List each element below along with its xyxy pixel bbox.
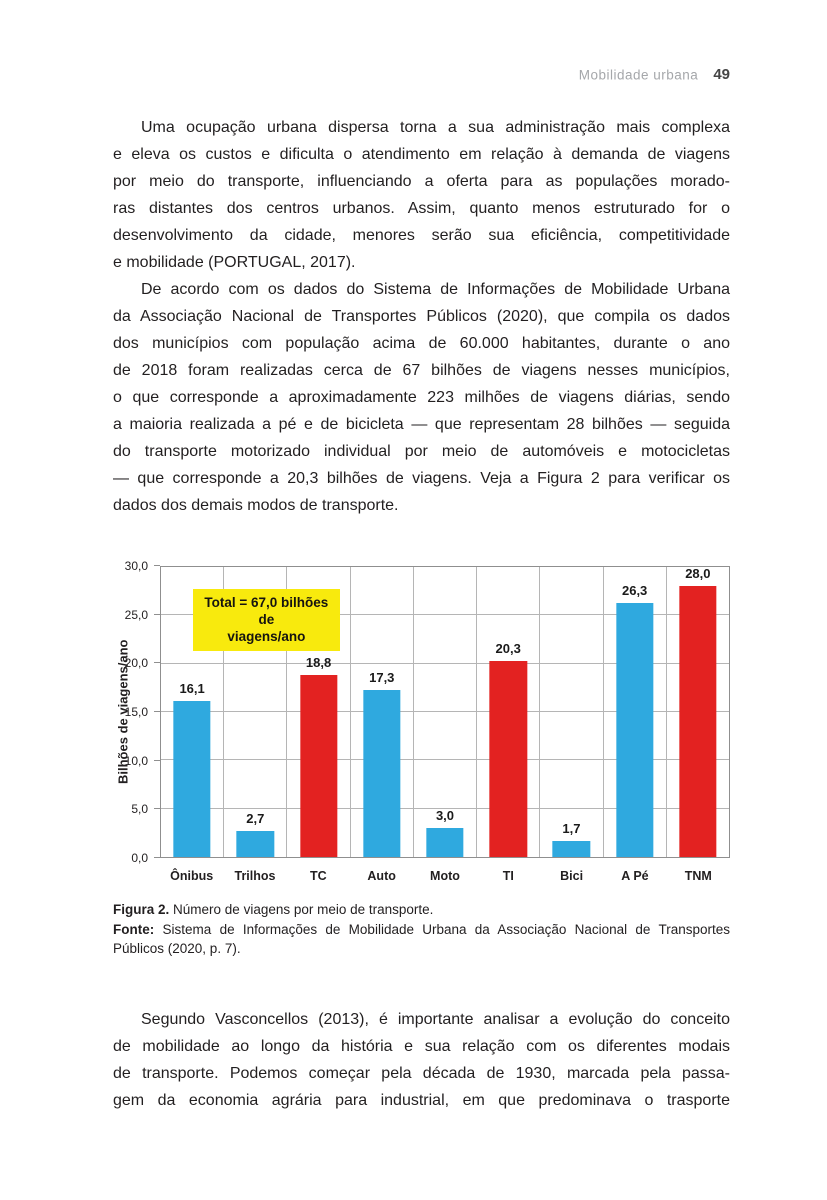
y-axis-tick-label: 15,0 [124,705,148,719]
x-axis-label-tnm: TNM [684,869,712,883]
bar-onibus [173,701,210,857]
bar-bici [553,841,590,857]
figure-caption-line [113,900,730,920]
paragraph-line: o que corresponde a aproximadamente 223 milhões de viagens diárias, sendo [113,389,730,406]
body-text-top [113,114,730,519]
paragraph-2 [113,276,730,519]
figure-caption [113,900,730,959]
bar-value-label-tnm: 28,0 [685,566,711,582]
x-axis-label-tc: TC [309,869,327,883]
x-axis-label-auto: Auto [367,869,396,883]
bar-value-label-onibus: 16,1 [179,681,205,697]
paragraph-line: ras distantes dos centros urbanos. Assim, quanto menos estruturado for o [113,200,730,217]
paragraph-line: por meio do transporte, influenciando a oferta para as populações morado- [113,173,730,190]
body-text-bottom [113,1006,730,1114]
paragraph-line: a maioria realizada a pé e de bicicleta — que representam 28 bilhões — seguida [113,416,730,433]
running-head: Mobilidade urbana [578,67,699,83]
paragraph-line: do transporte motorizado individual por meio de automóveis e motocicletas [113,443,730,460]
bar-value-label-tc: 18,8 [305,655,332,671]
column-bici [540,567,603,857]
bar-a-pe [616,603,653,857]
column-a-pe [604,567,667,857]
bar-tc [300,675,337,857]
total-annotation-line: viagens/ano [227,628,306,644]
page-number: 49 [713,66,730,84]
y-axis-tick-label: 30,0 [124,559,148,573]
y-axis-tick-label: 5,0 [131,802,148,817]
figure-source-line [113,920,730,959]
bar-value-label-trilhos: 2,7 [246,810,265,826]
x-axis-label-ti: TI [502,869,514,883]
y-axis-title: Bilhões de viagens/ano [115,639,131,785]
figure-caption-label: Figura 2. [113,902,170,917]
total-annotation [193,589,340,651]
y-axis-tick-label: 0,0 [131,851,148,865]
column-ti [477,567,540,857]
paragraph-line: de 2018 foram realizadas cerca de 67 bilhões de viagens nesses municípios, [113,362,730,379]
bar-value-label-bici: 1,7 [562,820,581,836]
paragraph-line: de transporte. Podemos começar pela década de 1930, marcada pela passa- [113,1065,730,1082]
paragraph-line: e mobilidade (PORTUGAL, 2017). [113,254,356,271]
bar-value-label-auto: 17,3 [369,669,395,685]
paragraph-line: — que corresponde a 20,3 bilhões de viagens. Veja a Figura 2 para verificar os [113,470,730,487]
figure-2-bar-chart [113,552,730,888]
paragraph-line: de mobilidade ao longo da história e sua relação com os diferentes modais [113,1038,730,1055]
x-axis-label-moto: Moto [430,869,460,883]
figure-source-text: Sistema de Informações de Mobilidade Urbana da Associação Nacional de Transportes Públicos (2020, p. 7). [113,921,730,956]
paragraph-line: dados dos demais modos de transporte. [113,497,399,514]
paragraph-line: Uma ocupação urbana dispersa torna a sua administração mais complexa [141,119,730,136]
bar-value-label-ti: 20,3 [495,640,521,656]
bar-trilhos [237,831,274,857]
column-auto [351,567,414,857]
y-axis-tick-label: 20,0 [124,656,148,671]
x-axis-label-trilhos: Trilhos [234,869,276,883]
x-axis-label-a-pe: A Pé [621,869,649,883]
x-axis-label-bici: Bici [560,869,584,883]
column-moto [414,567,477,857]
bar-ti [490,661,527,857]
column-tnm [667,567,729,857]
figure-caption-text: Número de viagens por meio de transporte. [173,902,434,917]
paragraph-line: De acordo com os dados do Sistema de Informações de Mobilidade Urbana [141,281,730,298]
paragraph-line: dos municípios com população acima de 60.000 habitantes, durante o ano [113,335,730,352]
x-axis-labels [160,860,730,888]
plot-area [160,566,730,858]
paragraph-line: desenvolvimento da cidade, menores serão sua eficiência, competitividade [113,227,730,244]
bar-moto [426,828,463,857]
y-axis-tick-label: 10,0 [124,753,148,768]
y-axis-tick-label: 25,0 [124,607,148,622]
paragraph-1 [113,114,730,276]
figure-source-label: Fonte: [113,921,155,937]
bar-value-label-moto: 3,0 [435,808,455,823]
paragraph-line: e eleva os custos e dificulta o atendimento em relação à demanda de viagens [113,146,730,163]
paragraph-line: Segundo Vasconcellos (2013), é importante analisar a evolução do conceito [141,1011,730,1028]
x-axis-label-onibus: Ônibus [170,869,214,883]
y-axis [113,559,160,865]
bar-tnm [679,586,716,857]
paragraph-3 [113,1006,730,1114]
paragraph-line: gem da economia agrária para industrial, em que predominava o trasporte [113,1092,730,1109]
page-header [113,66,730,84]
bar-value-label-a-pe: 26,3 [621,582,648,598]
paragraph-line: da Associação Nacional de Transportes Públicos (2020), que compila os dados [113,308,730,325]
total-annotation-line: Total = 67,0 bilhões de [204,594,329,627]
bar-auto [363,690,400,857]
